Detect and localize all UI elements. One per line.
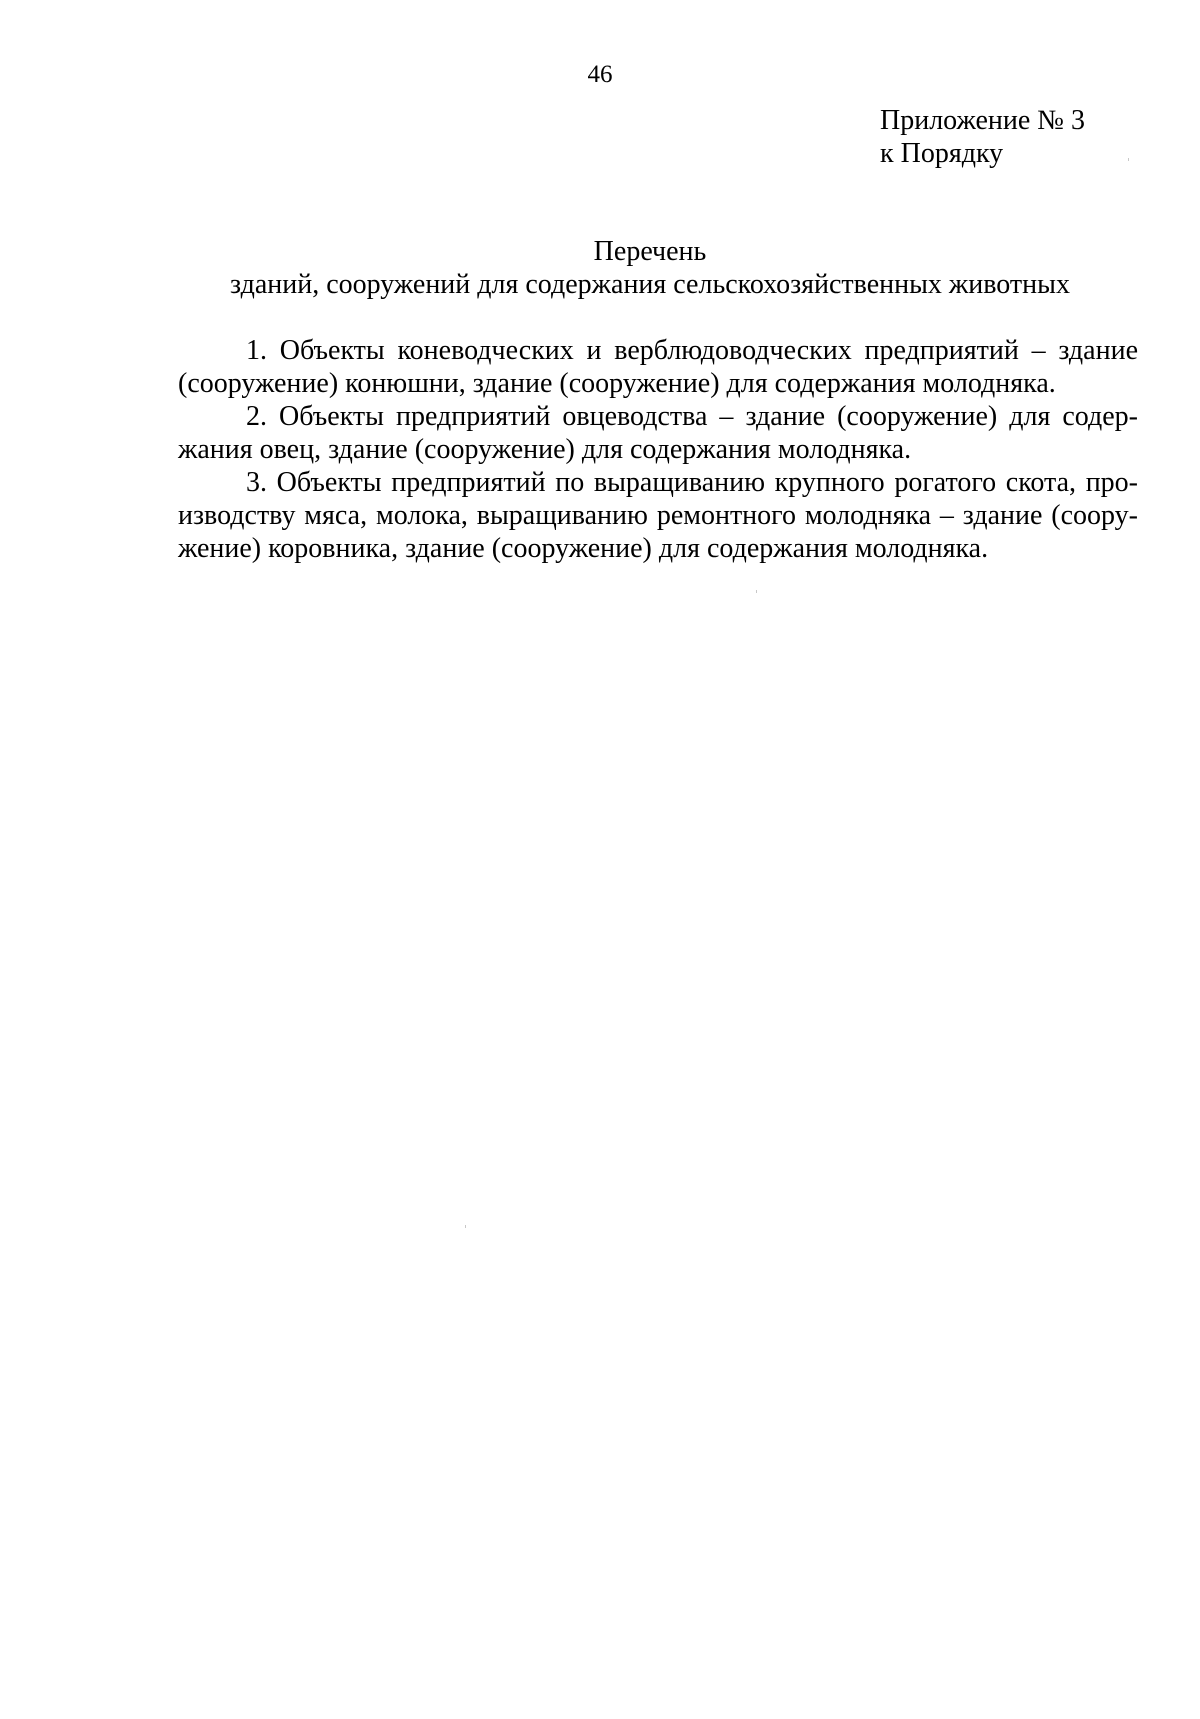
list-item-3-line-3: жение) коровника, здание (сооружение) для содержания молодняка. (178, 533, 989, 564)
scan-speck (756, 590, 757, 593)
list-item-1 (178, 334, 1138, 400)
list-item-2 (178, 400, 1138, 466)
list-item-1-line-1: 1. Объекты коневодческих и верблюдоводческих предприятий – здание (246, 335, 1138, 366)
document-body (178, 334, 1138, 565)
appendix-target: к Порядку (880, 138, 1004, 169)
document-title (150, 235, 1150, 301)
list-item-2-line-2: жания овец, здание (сооружение) для содержания молодняка. (178, 434, 912, 465)
appendix-number: Приложение № 3 (880, 105, 1085, 136)
list-item-2-line-1: 2. Объекты предприятий овцеводства – здание (сооружение) для содер- (246, 401, 1138, 432)
appendix-reference (880, 104, 1085, 170)
list-item-3 (178, 466, 1138, 565)
scan-speck (1128, 158, 1129, 161)
list-item-3-line-1: 3. Объекты предприятий по выращиванию крупного рогатого скота, про- (246, 467, 1138, 498)
page-number: 46 (587, 61, 613, 88)
title-heading: Перечень (593, 236, 707, 267)
scan-speck (465, 1225, 466, 1228)
list-item-1-line-2: (сооружение) конюшни, здание (сооружение) для содержания молодняка. (178, 368, 1056, 399)
title-subheading: зданий, сооружений для содержания сельскохозяйственных животных (230, 269, 1070, 300)
list-item-3-line-2: изводству мяса, молока, выращиванию ремонтного молодняка – здание (соору- (178, 500, 1138, 531)
